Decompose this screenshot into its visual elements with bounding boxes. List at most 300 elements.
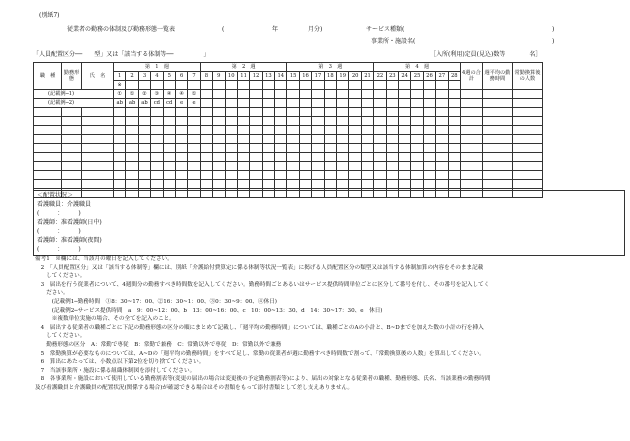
table-row [34,117,543,126]
table-cell [349,144,361,153]
table-cell [287,126,299,135]
fte-cell [512,99,542,108]
note-line: (記載例2─サービス提供時間 a 9：00~12：00、b 13：00~16：00、c 10：00~13：30、d 14：30~17：30、e 休日) [35,307,383,314]
table-cell [436,108,448,117]
table-cell [482,171,512,180]
table-cell [299,126,311,135]
weekday-cell [324,81,336,90]
table-cell [138,144,150,153]
table-cell [34,153,62,162]
table-cell [175,180,187,189]
day-number: 15 [287,72,299,81]
header-name: 氏 名 [82,63,114,90]
table-cell [250,171,262,180]
weekday-cell [299,81,311,90]
day-number: 1 [114,72,126,81]
header-row [34,63,543,72]
table-cell [262,171,274,180]
table-cell [337,180,349,189]
total-cell [460,90,482,99]
table-row [34,171,543,180]
header-fte: 常勤換算後の人数 [512,63,542,90]
table-cell [62,180,82,189]
table-cell [460,108,482,117]
table-cell [237,153,249,162]
table-cell [448,144,460,153]
table-cell [361,108,373,117]
table-cell [163,126,175,135]
table-cell [299,108,311,117]
header-4week-total: 4週の合計 [460,63,482,90]
table-cell [411,162,423,171]
table-cell [175,153,187,162]
table-cell [213,117,225,126]
table-row [34,153,543,162]
table-cell [275,117,287,126]
table-cell [299,171,311,180]
table-cell [312,171,324,180]
shift-cell: e [175,99,187,108]
example-label: (記載例─2) [34,99,114,108]
placement-line: ( ： ) [37,228,81,235]
table-cell [374,153,386,162]
notes [35,255,625,393]
shift-cell [411,90,423,99]
shift-cell [250,99,262,108]
table-cell [213,171,225,180]
shift-cell [398,99,410,108]
shift-cell [349,99,361,108]
table-cell [138,135,150,144]
table-cell [374,162,386,171]
weekday-cell [138,81,150,90]
table-cell [250,180,262,189]
table-cell [275,153,287,162]
table-cell [126,180,138,189]
table-row [34,126,543,135]
table-cell [299,135,311,144]
table-cell [386,144,398,153]
weekday-cell [423,81,435,90]
table-cell [512,108,542,117]
weekday-cell [200,81,212,90]
header-work-form: 勤務形態 [62,63,82,90]
table-cell [138,153,150,162]
table-cell [200,144,212,153]
table-cell [250,153,262,162]
day-number: 3 [138,72,150,81]
table-cell [275,108,287,117]
table-cell [337,135,349,144]
table-cell [188,144,200,153]
table-cell [324,162,336,171]
day-number: 26 [423,72,435,81]
table-cell [349,108,361,117]
shift-cell: ab [138,99,150,108]
table-cell [398,144,410,153]
table-cell [237,171,249,180]
table-cell [374,180,386,189]
shift-cell: ④ [175,90,187,99]
table-cell [126,153,138,162]
shift-cell [225,99,237,108]
table-cell [114,171,126,180]
note-line: 6 算出にあたっては、小数点以下第2位を切り捨ててください。 [35,359,205,366]
header-job: 職 種 [34,63,62,90]
shift-cell [213,90,225,99]
table-cell [213,180,225,189]
table-cell [188,126,200,135]
shift-cell [361,99,373,108]
shift-cell: e [188,99,200,108]
weekday-cell [225,81,237,90]
day-number: 16 [299,72,311,81]
shift-cell: ④ [163,90,175,99]
shift-cell: ① [188,90,200,99]
day-number: 12 [250,72,262,81]
table-cell [237,162,249,171]
table-cell [512,171,542,180]
table-cell [361,126,373,135]
table-cell [324,153,336,162]
table-cell [324,117,336,126]
shift-cell [312,90,324,99]
schedule-body [34,63,543,198]
shift-cell [312,99,324,108]
shift-cell: ② [138,90,150,99]
table-cell [299,153,311,162]
table-cell [386,153,398,162]
table-cell [482,162,512,171]
note-line: 勤務形態の区分 A：常勤で専従 B：常勤で兼務 C：常勤以外で専従 D：常勤以外で兼務 [35,341,282,348]
table-row [34,135,543,144]
table-cell [398,153,410,162]
weekday-cell [312,81,324,90]
table-cell [460,162,482,171]
note-line: してください。 [35,333,86,340]
table-cell [299,117,311,126]
day-number: 2 [126,72,138,81]
table-cell [175,171,187,180]
table-cell [213,126,225,135]
table-cell [482,135,512,144]
table-cell [482,153,512,162]
table-cell [324,180,336,189]
table-cell [62,126,82,135]
table-cell [287,108,299,117]
table-cell [262,108,274,117]
table-cell [386,117,398,126]
shift-cell [213,99,225,108]
total-cell [460,99,482,108]
table-cell [460,153,482,162]
weekday-cell [436,81,448,90]
table-cell [436,135,448,144]
table-cell [62,135,82,144]
table-cell [175,117,187,126]
table-cell [225,153,237,162]
table-cell [34,108,62,117]
table-cell [361,180,373,189]
table-cell [349,126,361,135]
table-cell [151,135,163,144]
day-number: 17 [312,72,324,81]
weekday-cell [213,81,225,90]
table-cell [482,117,512,126]
weekday-cell [287,81,299,90]
table-cell [163,108,175,117]
table-cell [436,153,448,162]
table-cell [398,162,410,171]
table-cell [386,180,398,189]
table-cell [163,153,175,162]
table-cell [337,126,349,135]
table-cell [114,144,126,153]
shift-cell [386,99,398,108]
shift-cell [448,90,460,99]
shift-cell [275,99,287,108]
shift-cell: ab [126,99,138,108]
table-cell [423,180,435,189]
note-line: ださい。 [35,290,69,297]
table-cell [361,162,373,171]
table-cell [374,126,386,135]
office-name-close: ) [552,38,555,45]
day-number: 5 [163,72,175,81]
weekday-cell [448,81,460,90]
form-number: (別紙7) [39,12,60,19]
table-cell [460,126,482,135]
table-cell [423,162,435,171]
table-cell [175,162,187,171]
shift-cell [287,90,299,99]
table-cell [349,153,361,162]
table-cell [138,108,150,117]
shift-cell [237,90,249,99]
table-cell [436,180,448,189]
table-cell [312,144,324,153]
table-cell [398,180,410,189]
table-cell [114,180,126,189]
note-line: (記載例1─勤務時間 ①8：30~17：00、②16：30~1：00、③0：30~9：00、④休日) [35,298,277,305]
table-cell [374,135,386,144]
table-cell [138,126,150,135]
shift-cell [287,99,299,108]
day-number: 24 [398,72,410,81]
day-number: 8 [200,72,212,81]
table-cell [200,126,212,135]
weekday-cell [163,81,175,90]
table-cell [337,117,349,126]
header-week-3: 第 3 週 [287,63,374,72]
table-cell [386,126,398,135]
table-cell [361,144,373,153]
day-number: 11 [237,72,249,81]
shift-cell [436,90,448,99]
table-cell [62,108,82,117]
table-cell [374,171,386,180]
table-cell [82,162,114,171]
table-cell [262,153,274,162]
table-cell [312,162,324,171]
table-cell [262,162,274,171]
table-cell [275,171,287,180]
table-cell [349,180,361,189]
day-number: 14 [275,72,287,81]
table-cell [225,126,237,135]
table-cell [225,117,237,126]
weekday-cell [237,81,249,90]
table-cell [114,108,126,117]
table-cell [374,144,386,153]
table-cell [213,162,225,171]
table-cell [163,144,175,153]
shift-cell [374,90,386,99]
table-cell [374,108,386,117]
day-number: 4 [151,72,163,81]
shift-cell [398,90,410,99]
table-cell [423,126,435,135]
note-line: 2 「人員配置区分」又は「該当する体制等」欄には、別紙「介護給付費算定に係る体制等状況一覧表」に掲げる人員配置区分の類型又は該当する体制加算の内容をそのまま記載 [35,264,484,271]
day-number: 18 [324,72,336,81]
note-line: 4 届出する従業者の職種ごとに下記の勤務形態の区分の順にまとめて記載し、「週平均の勤務時間」については、職種ごとのAの小計と、B~Dまでを加えた数の小計の行を挿入 [35,324,484,331]
table-cell [237,135,249,144]
table-cell [398,135,410,144]
shift-cell [275,90,287,99]
table-cell [448,171,460,180]
shift-cell [324,99,336,108]
table-cell [82,126,114,135]
table-cell [62,162,82,171]
table-cell [312,180,324,189]
table-cell [62,153,82,162]
note-line: 3 届出を行う従業者について、4週間分の勤務すべき時間数を記入してください。勤務時間ごとあるいはサービス提供時間単位ごとに区分して番号を付し、その番号を記入してく [35,281,490,288]
weekday-cell [349,81,361,90]
table-cell [460,135,482,144]
placement-title: ＜配置状況＞ [37,192,74,199]
table-cell [287,144,299,153]
table-cell [411,108,423,117]
table-cell [275,144,287,153]
table-cell [337,171,349,180]
weekday-cell [275,81,287,90]
table-cell [188,153,200,162]
table-cell [411,126,423,135]
table-cell [151,126,163,135]
table-cell [324,126,336,135]
table-cell [225,108,237,117]
shift-cell: ab [114,99,126,108]
table-cell [448,126,460,135]
weekday-cell [411,81,423,90]
weekday-cell: ※ [114,81,126,90]
table-cell [200,108,212,117]
table-cell [213,135,225,144]
table-cell [482,126,512,135]
table-cell [82,171,114,180]
table-cell [324,144,336,153]
table-cell [312,153,324,162]
table-cell [337,144,349,153]
table-cell [200,117,212,126]
table-cell [126,126,138,135]
table-cell [200,180,212,189]
table-cell [262,144,274,153]
shift-cell [250,90,262,99]
day-number: 27 [436,72,448,81]
table-cell [82,108,114,117]
placement-line: 看護師：准看護師(夜間) [37,237,102,244]
table-cell [188,171,200,180]
table-cell [386,171,398,180]
table-cell [237,180,249,189]
table-cell [138,162,150,171]
placement-line: 看護職員：介護職員 [37,201,92,208]
table-cell [448,135,460,144]
table-cell [262,126,274,135]
table-cell [138,171,150,180]
table-cell [62,171,82,180]
table-cell [398,108,410,117]
table-cell [82,153,114,162]
table-cell [349,162,361,171]
table-cell [312,135,324,144]
capacity: ［入所(利用)定員(見込)数等 名］ [430,51,542,58]
table-cell [512,144,542,153]
placement-line: ( ： ) [37,246,81,253]
day-number: 10 [225,72,237,81]
service-type-close: ) [552,26,555,33]
table-cell [460,144,482,153]
table-cell [163,180,175,189]
table-cell [287,153,299,162]
day-number: 28 [448,72,460,81]
table-cell [82,117,114,126]
shift-cell [337,90,349,99]
table-cell [361,153,373,162]
table-cell [262,117,274,126]
document-title: 従業者の勤務の体制及び勤務形態一覧表 [67,26,176,33]
table-cell [163,171,175,180]
table-cell [163,162,175,171]
weekday-cell [188,81,200,90]
table-cell [411,135,423,144]
table-cell [275,126,287,135]
table-cell [448,108,460,117]
table-cell [126,117,138,126]
table-cell [324,171,336,180]
table-cell [436,144,448,153]
day-number: 22 [374,72,386,81]
table-cell [114,153,126,162]
table-cell [62,144,82,153]
table-cell [200,171,212,180]
table-cell [34,162,62,171]
placement-line: 看護師：准看護師(日中) [37,219,102,226]
table-cell [386,135,398,144]
table-cell [225,144,237,153]
table-cell [349,117,361,126]
table-cell [114,162,126,171]
table-cell [349,135,361,144]
shift-cell: cd [163,99,175,108]
placement-lines [37,200,102,254]
table-cell [262,180,274,189]
table-cell [114,117,126,126]
shift-cell [436,99,448,108]
table-cell [423,117,435,126]
table-cell [188,162,200,171]
